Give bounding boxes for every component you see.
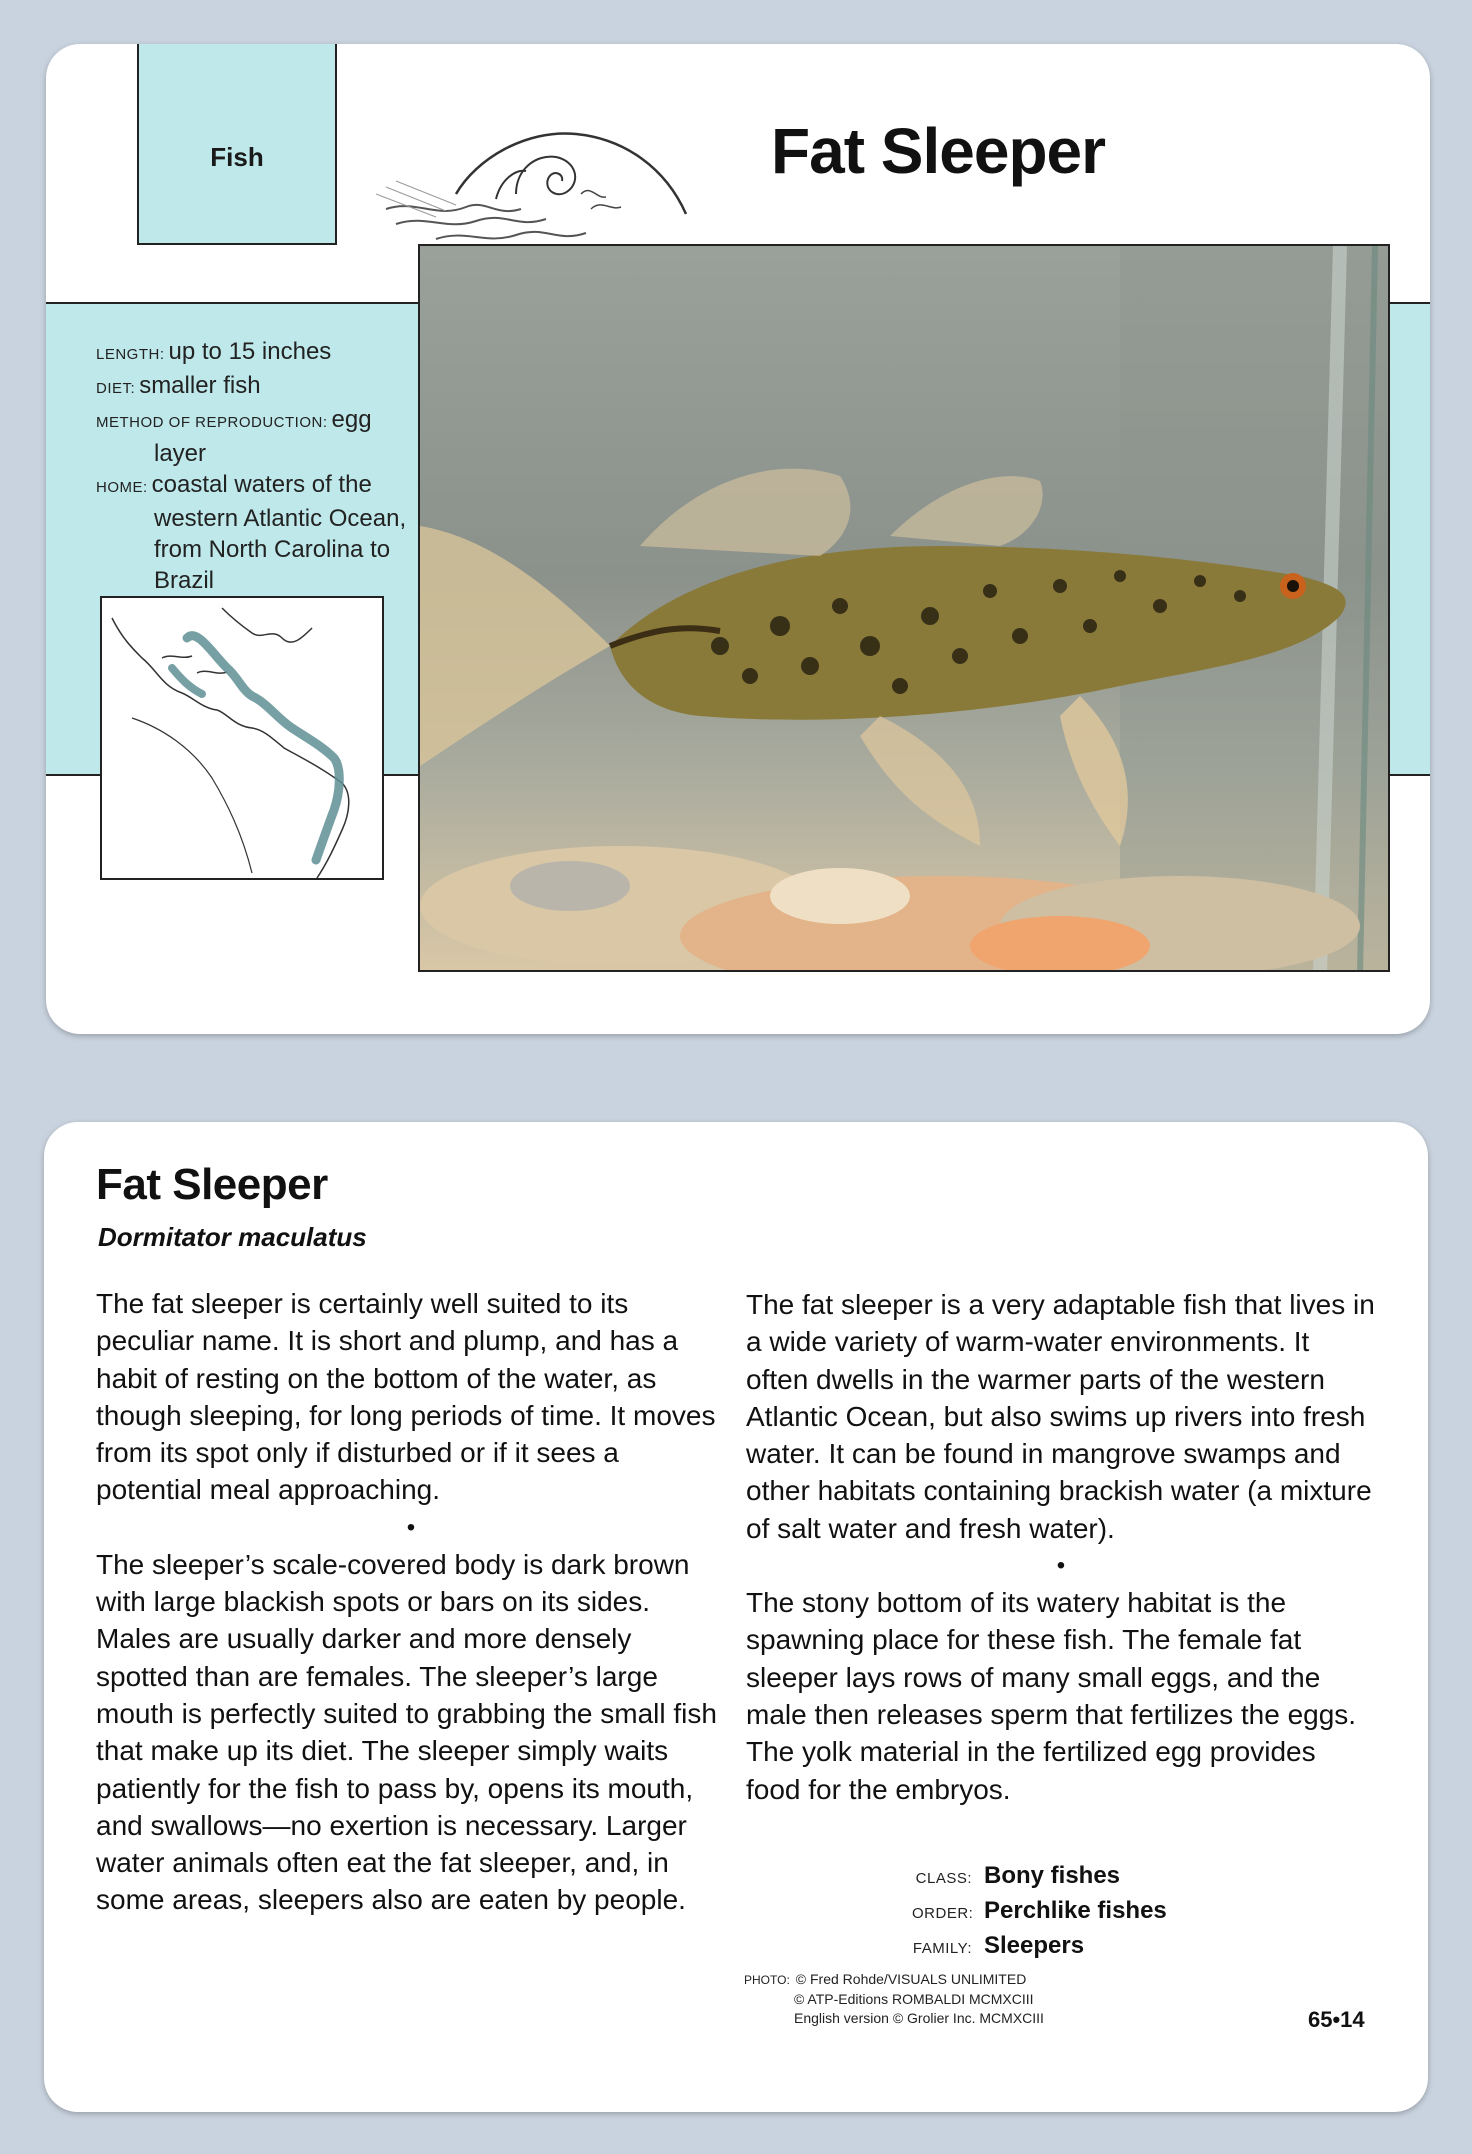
fact-value: up to 15 inches: [168, 338, 332, 365]
credit-line: [744, 1970, 1044, 1990]
photo-label: PHOTO:: [744, 1973, 790, 1987]
paragraph: The fat sleeper is a very adaptable fish that lives in a wide variety of warm-water environments. It often dwells in the warmer parts of the western Atlantic Ocean, but also swims up rivers into fresh water. It can be found in mangrove swamps and other habitats containing brackish water (a mixture of salt water and fresh water).: [746, 1289, 1375, 1544]
paragraph: The stony bottom of its watery habitat is the spawning place for these fish. The female fat sleeper lays rows of many small eggs, and the male then releases sperm that fertilizes the eggs. The yolk material in the fertilized egg provides food for the embryos.: [746, 1587, 1357, 1805]
taxonomy-order: [912, 1895, 1167, 1930]
fact-reproduction: [96, 404, 426, 469]
text-column-right: [746, 1286, 1376, 1808]
fact-key: DIET:: [96, 380, 136, 397]
fact-home: [96, 469, 426, 596]
paragraph: The fat sleeper is certainly well suited to its peculiar name. It is short and plump, and has a habit of resting on the bottom of the water, as though sleeping, for long periods of time. It moves from its spot only if disturbed or if it sees a potential meal approaching.: [96, 1288, 716, 1506]
taxonomy-list: [912, 1860, 1167, 1965]
facts-list: [96, 336, 426, 596]
wave-illustration-icon: [376, 99, 706, 259]
taxonomy-key: CLASS:: [915, 1870, 972, 1887]
bullet-separator: •: [1056, 1552, 1066, 1580]
taxonomy-key: ORDER:: [912, 1905, 974, 1922]
fact-key: LENGTH:: [96, 346, 165, 363]
paragraph: The sleeper’s scale-covered body is dark brown with large blackish spots or bars on its sides. Males are usually darker and more densely spotted than are females. The sleeper’s large mouth is perfectly suited to grabbing the small fish that make up its diet. The sleeper simply waits patiently for the fish to pass by, opens its mouth, and swallows—no exertion is necessary. Larger water animals often eat the fat sleeper, and, in some areas, sleepers also are eaten by people.: [96, 1548, 717, 1916]
fact-length: [96, 336, 426, 370]
taxonomy-value: Bony fishes: [984, 1862, 1121, 1889]
back-card: [44, 1122, 1428, 2112]
credit-text: © Fred Rohde/VISUALS UNLIMITED: [795, 1971, 1027, 1987]
taxonomy-key: FAMILY:: [912, 1940, 972, 1957]
range-map-icon: [100, 596, 384, 880]
fact-value: smaller fish: [139, 372, 261, 399]
photo-credits: [744, 1970, 1044, 2028]
fact-diet: [96, 370, 426, 404]
fact-value-continued: layer: [154, 440, 207, 467]
credit-line: English version © Grolier Inc. MCMXCIII: [794, 2010, 1044, 2026]
fact-value: coastal waters of the: [151, 471, 372, 498]
text-column-left: [96, 1285, 726, 1919]
front-card: [46, 44, 1430, 1034]
taxonomy-family: [912, 1930, 1167, 1965]
taxonomy-value: Sleepers: [984, 1932, 1085, 1959]
front-title: Fat Sleeper: [771, 115, 1106, 187]
back-title: Fat Sleeper: [96, 1160, 328, 1209]
card-number: 65•14: [1308, 2007, 1365, 2032]
fish-photo: [418, 244, 1390, 972]
category-box: [137, 44, 337, 245]
fact-value-continued: western Atlantic Ocean, from North Carolina to Brazil: [154, 505, 407, 594]
taxonomy-class: [912, 1860, 1167, 1895]
fact-value: egg: [331, 406, 372, 433]
bullet-separator: •: [406, 1513, 416, 1541]
fact-key: METHOD OF REPRODUCTION:: [96, 414, 328, 431]
fact-key: HOME:: [96, 479, 148, 496]
taxonomy-value: Perchlike fishes: [984, 1897, 1167, 1924]
category-label: Fish: [210, 142, 264, 172]
scientific-name: Dormitator maculatus: [98, 1222, 367, 1252]
credit-line: © ATP-Editions ROMBALDI MCMXCIII: [794, 1991, 1034, 2007]
